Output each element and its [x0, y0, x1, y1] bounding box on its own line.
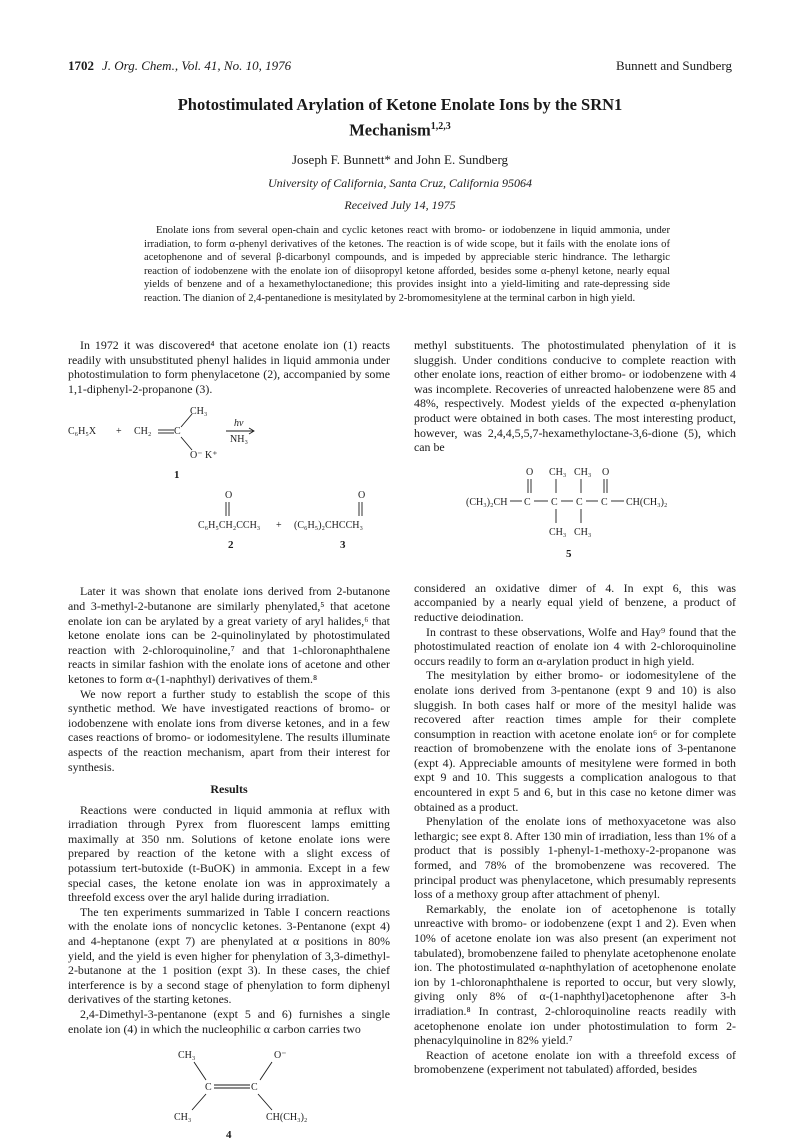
title-line-2: Mechanism$^{1,2,3}$: [349, 120, 451, 140]
svg-text:hν: hν: [234, 418, 244, 430]
left-column: [68, 338, 390, 1148]
compound-label-2: 2: [228, 539, 234, 552]
paragraph: Remarkably, the enolate ion of acetophenone is totally unreactive with bromo- or iodobenzene (expt 1 and 2). Even when 10% of acetone enolate ion was also present (an experiment not tabulated), bromobenzene failed to phenylate acetophenone enolate ion. The photostimulated α-naphthylation of acetophenone enolate ion by 1-chloronaphthalene is reported to occur, but very slowly, giving only 8% of α-(1-naphthyl)acetophenone after 3-h irradiation.⁸ In contrast, 2-chloroquinoline reacts readily with acetophenone enolate ion under photostimulation to form 2-phenacylquinoline in 82% yield.⁷: [414, 901, 736, 1048]
svg-text:CH₃: CH₃: [174, 1112, 192, 1124]
svg-text:O: O: [225, 490, 233, 502]
paragraph: methyl substituents. The photostimulated phenylation of it is sluggish. Under conditions conducive to complete reaction with other enolate ions, reaction of either bromo- or iodobenzene with 4 was incomplete. Recoveries of unreacted halobenzene were 85 and 48%, respectively. Modest yields of the expected α-phenylation product were obtained in both cases. The most interesting product, however, was 2,4,4,5,5,7-hexamethyloctane-3,6-dione (5), which can be: [414, 338, 736, 455]
article-title: [68, 94, 732, 142]
section-heading-results: Results: [210, 782, 248, 797]
author-list: Joseph F. Bunnett* and John E. Sundberg: [291, 152, 509, 167]
right-column: [414, 338, 736, 1077]
received-date: Received July 14, 1975: [344, 198, 456, 212]
reactant-phenyl-halide: C₆H₅X: [68, 426, 97, 438]
compound-label-4: 4: [226, 1129, 232, 1141]
svg-text:C: C: [174, 426, 181, 438]
reaction-scheme-1: [68, 404, 390, 576]
svg-text:CH₂: CH₂: [134, 426, 152, 438]
svg-text:CH₃: CH₃: [178, 1050, 196, 1062]
paragraph: Later it was shown that enolate ions derived from 2-butanone and 3-methyl-2-butanone are similarly phenylated,⁵ that acetone enolate ion can be arylated by a great variety of aryl halides,⁶ that ketone enolate ions can be 2-quinolinylated by photostimulated reaction with 2-chloroquinoline,⁷ and that 1-chloronaphthalene reacts in similar fashion with the enolate ions of acetone and other ketones to form α-(1-naphthyl) derivatives of them.⁸: [68, 584, 390, 686]
svg-text:C: C: [551, 496, 558, 508]
svg-text:C: C: [251, 1082, 258, 1094]
structure-4: [68, 1044, 390, 1140]
svg-text:O⁻ K⁺: O⁻ K⁺: [190, 450, 218, 462]
product-diphenylpropanone: (C₆H₅)₂CHCCH₃: [294, 520, 363, 532]
svg-text:NH₃: NH₃: [230, 434, 248, 446]
journal-name: J. Org. Chem., Vol. 41, No. 10, 1976: [102, 58, 292, 73]
svg-text:CH₃: CH₃: [549, 526, 567, 538]
paragraph: We now report a further study to establish the scope of this synthetic method. We have investigated reactions of bromo- or iodobenzene with enolate ions from diverse ketones, and in a few cases reactions of bromo- or iodomesitylene. The results illuminate aspects of the reaction mechanism, apart from their interest for synthesis.: [68, 686, 390, 774]
page-number: 1702: [68, 58, 94, 73]
paragraph: The mesitylation by either bromo- or iodomesitylene of the enolate ions derived from 3-pentanone (expt 9 and 10) is also sluggish. In both cases half or more of the mesityl halide was recovered after reaction times ample for their complete consumption in reaction with acetone enolate ion⁶ or for complete reaction of bromobenzene with the enolate ions of 3-pentanone (expt 4). Appreciable amounts of mesitylene were formed in both expt 9 and 10. This suggests a complication analogous to that encountered in expt 5 and 6, but in this case no ketone dimer was obtained as a product.: [414, 668, 736, 814]
product-phenylacetone: C₆H₅CH₂CCH₃: [198, 520, 261, 532]
compound-label-3: 3: [340, 539, 346, 552]
title-line-1: Photostimulated Arylation of Ketone Enolate Ions by the SRN1: [177, 95, 623, 114]
svg-text:C: C: [601, 496, 608, 508]
paragraph: considered an oxidative dimer of 4. In expt 6, this was accompanied by a nearly equal yield of benzene, a product of reductive deiodination.: [414, 580, 736, 624]
journal-citation: [68, 58, 291, 74]
svg-text:C: C: [205, 1082, 212, 1094]
svg-text:CH(CH₃)₂: CH(CH₃)₂: [626, 496, 668, 508]
paragraph: The ten experiments summarized in Table I concern reactions with the enolate ions of noncyclic ketones. 3-Pentanone (expt 4) and 4-heptanone (expt 7) are phenylated at α positions in 80% yield, and the yield is even higher for phenylation of 3,3-dimethyl-2-butanone at the 1 position (expt 3). In these cases, the chief interference is by a second stage of phenylation to form diphenyl derivatives of the starting ketones.: [68, 904, 390, 1007]
svg-text:CH(CH₃)₂: CH(CH₃)₂: [266, 1112, 308, 1124]
running-header: [68, 58, 732, 74]
paragraph: In contrast to these observations, Wolfe and Hay⁹ found that the photostimulated reaction of enolate ion 4 with 2-chloroquinoline occurs readily to form an α-arylation product in high yield.: [414, 624, 736, 668]
abstract: Enolate ions from several open-chain and cyclic ketones react with bromo- or iodobenzene in liquid ammonia, under irradiation, to form α-phenyl derivatives of the ketones. The reaction is of wide scope, but it fails with the enolate ions of acetophenone and of several β-dicarbonyl compounds, and is impeded by appreciable steric hindrance. The lethargic reaction of iodobenzene with the enolate ion of diisopropyl ketone afforded, besides some α-phenyl ketone, nearly equal yields of benzene and of a hexamethyloctanedione; this provides insight into a yield-limiting and rate-depressing side reaction. The dianion of 2,4-pentanedione is mesitylated by 2-bromomesitylene at the terminal carbon in high yield.: [144, 225, 670, 304]
paragraph: In 1972 it was discovered⁴ that acetone enolate ion (1) reacts readily with unsubstituted phenyl halides in liquid ammonia under photostimulation to form phenylacetone (2), accompanied by some 1,1-diphenyl-2-propanone (3).: [68, 338, 390, 396]
structure-5: [414, 463, 736, 573]
svg-text:O: O: [602, 466, 610, 478]
svg-text:O: O: [526, 466, 534, 478]
svg-text:+: +: [116, 426, 122, 438]
svg-text:O: O: [358, 490, 366, 502]
svg-text:+: +: [276, 520, 282, 532]
affiliation: University of California, Santa Cruz, California 95064: [267, 176, 533, 190]
compound-label-5: 5: [566, 547, 572, 560]
running-authors: Bunnett and Sundberg: [615, 58, 732, 73]
svg-text:CH₃: CH₃: [190, 406, 208, 418]
svg-text:CH₃: CH₃: [574, 526, 592, 538]
svg-text:CH₃: CH₃: [574, 466, 592, 478]
compound-label-1: 1: [174, 469, 180, 482]
paragraph: Phenylation of the enolate ions of methoxyacetone was also lethargic; see expt 8. After 130 min of irradiation, less than 1% of a product that is possibly 1-phenyl-1-methoxy-2-propanone was formed, and 78% of the bromobenzene was recovered. The principal product was phenylacetone, which presumably represents loss of a methoxy group after attachment of phenyl.: [414, 814, 736, 902]
svg-text:CH₃: CH₃: [549, 466, 567, 478]
svg-text:O⁻: O⁻: [274, 1050, 287, 1062]
paragraph: Reactions were conducted in liquid ammonia at reflux with irradiation through Pyrex from fluorescent lamps emitting maximally at 350 nm. Solutions of ketone enolate ions were prepared by reaction of the ketone with a slight excess of potassium tert-butoxide (t-BuOK) in ammonia. Except in a few special cases, the ketone enolate ion was in approximately a threefold excess over the aryl halide during irradiation.: [68, 802, 390, 905]
svg-text:C: C: [524, 496, 531, 508]
paragraph: Reaction of acetone enolate ion with a threefold excess of bromobenzene (experiment not tabulated) afforded, besides: [414, 1047, 736, 1077]
svg-text:(CH₃)₂CH: (CH₃)₂CH: [466, 496, 508, 508]
paragraph: 2,4-Dimethyl-3-pentanone (expt 5 and 6) furnishes a single enolate ion (4) in which the nucleophilic α carbon carries two: [68, 1007, 390, 1036]
svg-text:C: C: [576, 496, 583, 508]
